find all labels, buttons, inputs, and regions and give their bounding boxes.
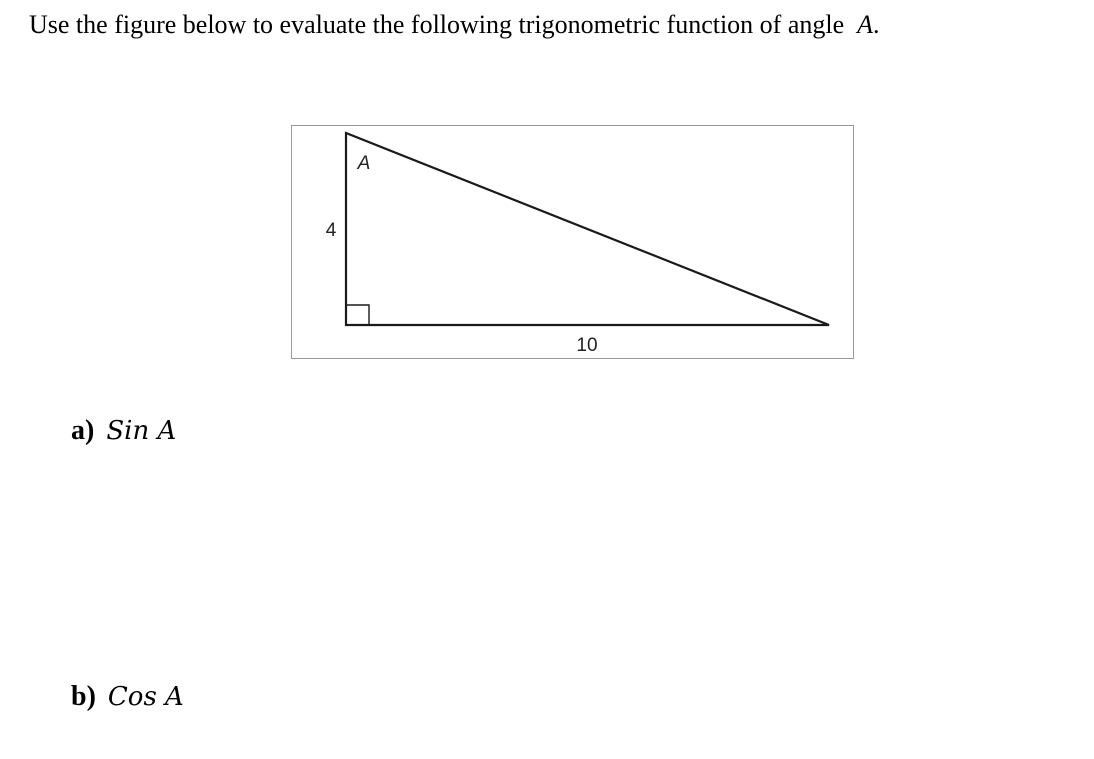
vertex-label-a: A <box>357 153 371 174</box>
triangle-figure <box>291 125 854 359</box>
right-angle-marker <box>346 305 369 325</box>
part-b-letter: b) <box>71 681 96 712</box>
side-label-horizontal: 10 <box>576 335 598 356</box>
problem-instruction <box>29 8 880 42</box>
triangle-diagram <box>292 126 853 358</box>
side-label-vertical: 4 <box>325 220 337 241</box>
question-part-b <box>71 680 184 714</box>
part-a-letter: a) <box>71 415 95 446</box>
instruction-text: Use the figure below to evaluate the following trigonometric function of angle <box>29 10 845 39</box>
part-a-expression: Sin A <box>106 416 177 446</box>
part-b-expression: Cos A <box>107 682 184 712</box>
question-part-a <box>71 414 176 448</box>
instruction-period: . <box>873 10 880 39</box>
right-triangle <box>346 133 829 325</box>
instruction-angle: A <box>857 10 874 39</box>
